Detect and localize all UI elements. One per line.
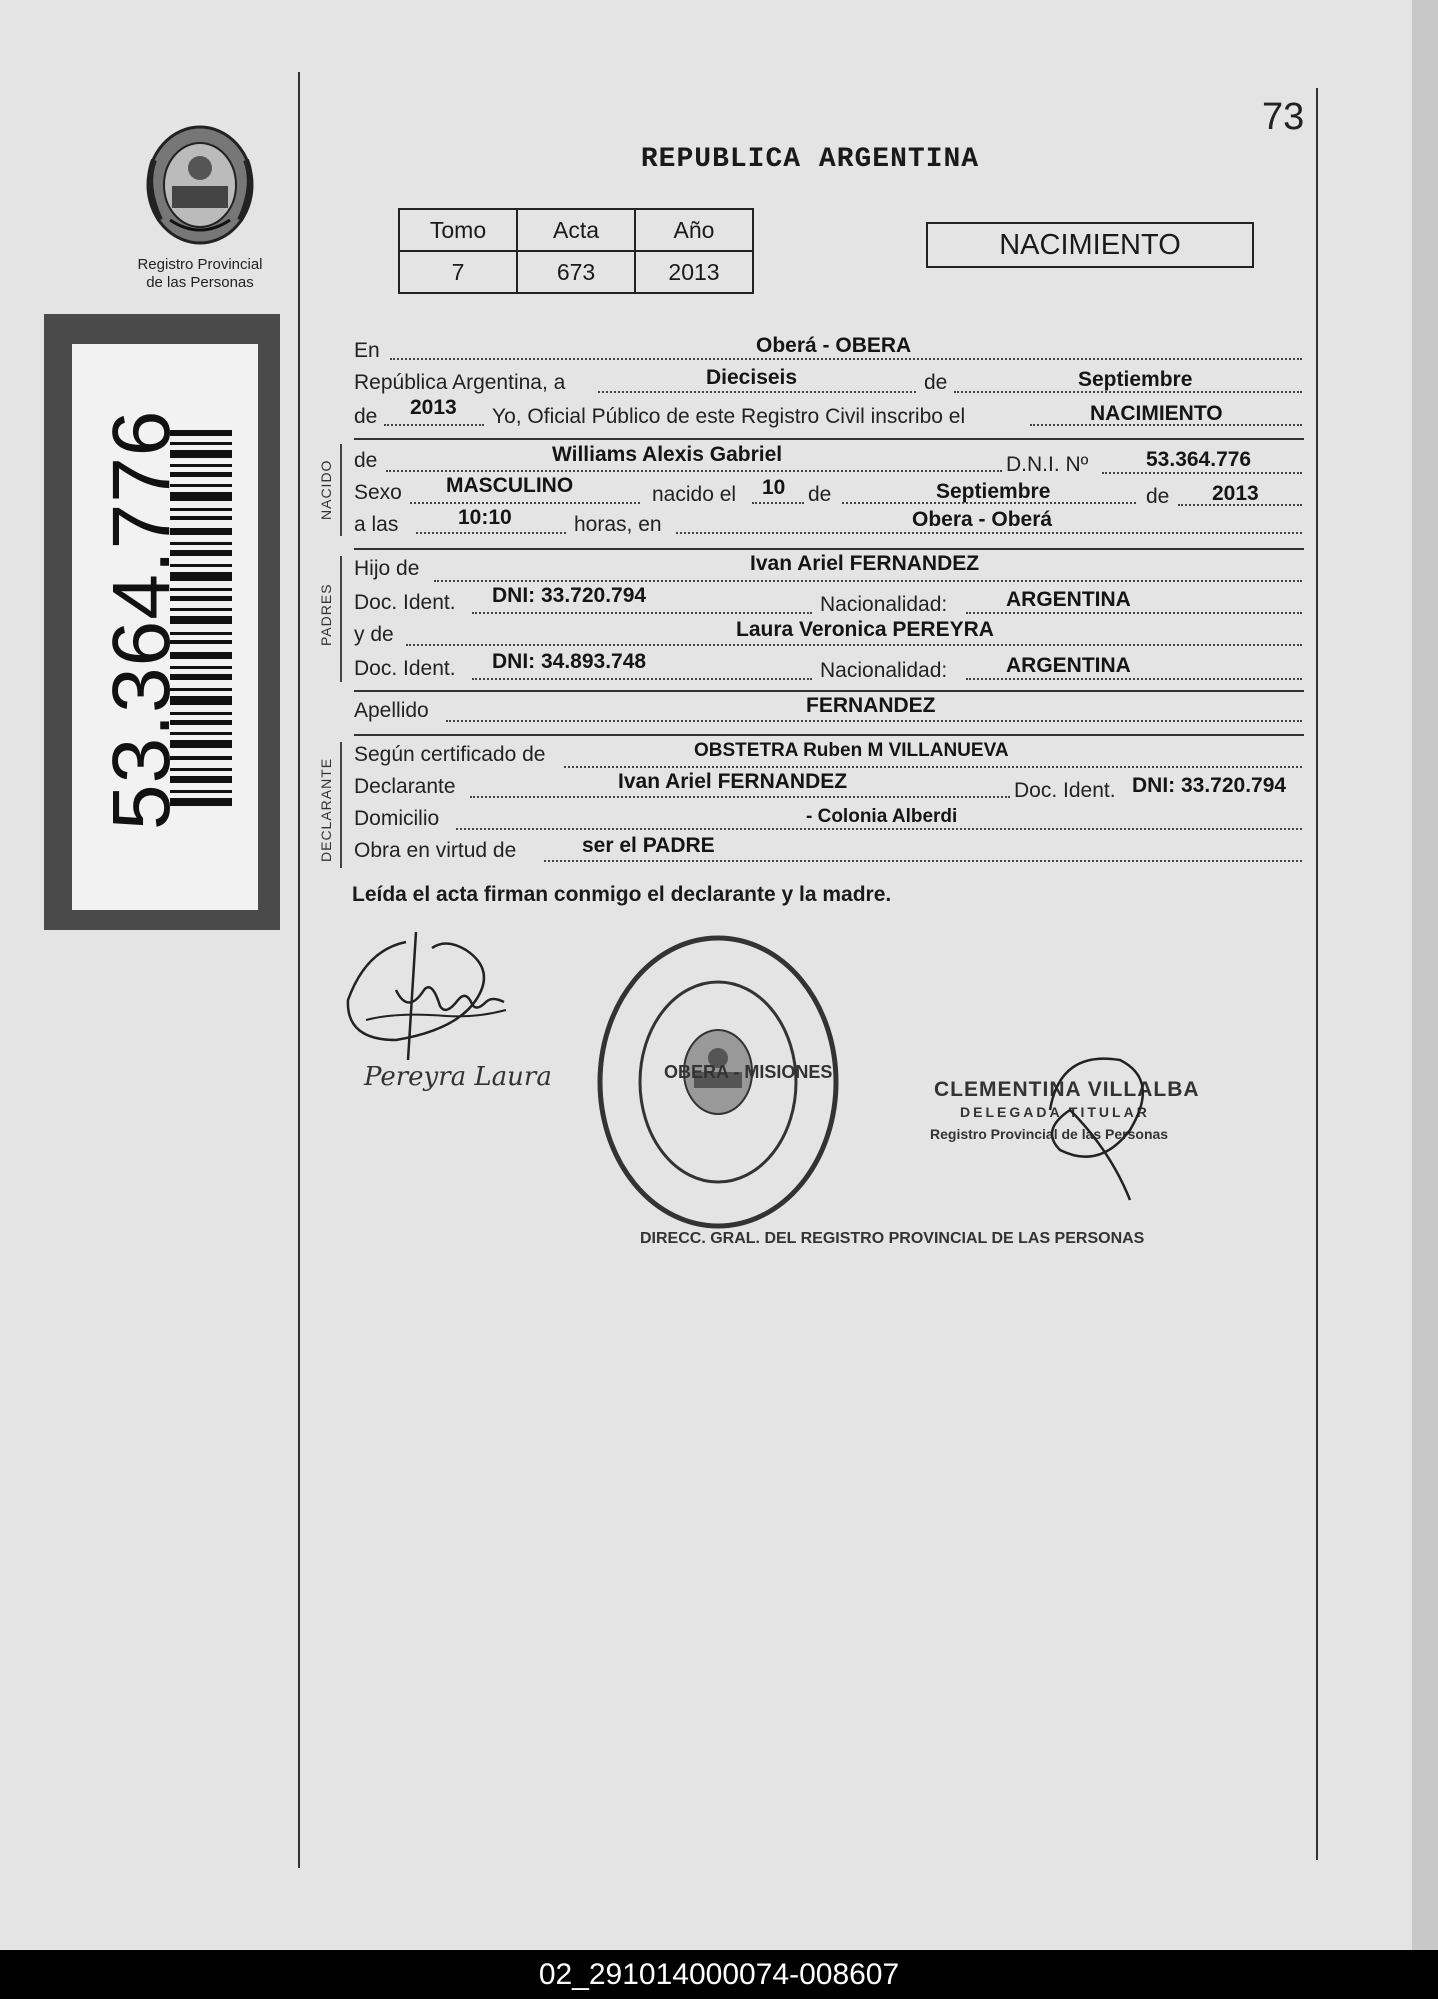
obra-label: Obra en virtud de <box>354 839 517 862</box>
declarante-line-3 <box>354 804 439 834</box>
de-label: de <box>924 371 948 394</box>
doc-label-2: Doc. Ident. <box>354 657 456 680</box>
side-id-number: 53.364.776 <box>96 409 187 830</box>
horas-label: horas, en <box>574 513 662 536</box>
section-divider <box>354 548 1304 550</box>
dotted-line <box>384 422 484 426</box>
nacionalidad-label: Nacionalidad: <box>820 593 948 616</box>
document-title: REPUBLICA ARGENTINA <box>640 144 980 175</box>
nacido-line-3 <box>354 510 398 540</box>
domicilio-label: Domicilio <box>354 807 440 830</box>
declarante-line-4 <box>354 836 516 866</box>
closing-statement: Leída el acta firman conmigo el declarante y la madre. <box>352 883 892 906</box>
mother-nationality: ARGENTINA <box>1006 654 1131 677</box>
intro-act: NACIMIENTO <box>1090 402 1223 425</box>
mother-signature-name: Pereyra Laura <box>364 1062 552 1092</box>
domicilio-value: - Colonia Alberdi <box>806 806 958 827</box>
hijo-label: Hijo de <box>354 557 420 580</box>
dni-label: D.N.I. Nº <box>1006 453 1089 476</box>
declarante-label: DECLARANTE <box>318 757 334 862</box>
apellido-label: Apellido <box>354 699 429 722</box>
dotted-line <box>564 764 1302 768</box>
child-dni: 53.364.776 <box>1146 448 1252 471</box>
intro-statement: Yo, Oficial Público de este Registro Civil inscribo el <box>492 405 966 428</box>
dotted-line <box>410 500 640 504</box>
mother-name: Laura Veronica PEREYRA <box>736 618 994 641</box>
nacido-el-label: nacido el <box>652 483 737 506</box>
nacionalidad-label-2: Nacionalidad: <box>820 659 948 682</box>
section-divider <box>354 734 1304 736</box>
child-name: Williams Alexis Gabriel <box>552 443 783 466</box>
dotted-line <box>446 718 1302 722</box>
page-number: 73 <box>1262 96 1305 138</box>
dotted-line <box>406 642 1302 646</box>
intro-month: Septiembre <box>1078 368 1193 391</box>
record-table <box>398 208 754 294</box>
declarante-bracket <box>340 742 342 868</box>
declarante-line-2 <box>354 772 456 802</box>
intro-year: 2013 <box>410 396 457 419</box>
a-las-label: a las <box>354 513 399 536</box>
page-edge-shadow <box>1412 0 1438 1950</box>
provincia-de-misiones-coat-of-arms <box>140 120 260 250</box>
padres-line-1 <box>354 554 419 584</box>
dotted-line <box>752 500 804 504</box>
de-label-3: de <box>1146 485 1170 508</box>
y-de-label: y de <box>354 623 394 646</box>
seal-ring-text: DIRECC. GRAL. DEL REGISTRO PROVINCIAL DE LAS PERSONAS <box>640 1230 1145 1247</box>
dotted-line <box>472 676 812 680</box>
mother-signature-icon <box>336 920 516 1070</box>
intro-place: Oberá - OBERA <box>756 334 912 357</box>
child-sex: MASCULINO <box>446 474 574 497</box>
birth-month: Septiembre <box>936 480 1051 503</box>
birth-year: 2013 <box>1212 482 1259 505</box>
registry-label <box>120 256 280 292</box>
nacido-line-2 <box>354 478 402 508</box>
nacido-label: NACIDO <box>318 459 334 520</box>
section-divider <box>354 438 1304 440</box>
record-type-box: NACIMIENTO <box>926 222 1254 268</box>
declarante-label-text: Declarante <box>354 775 456 798</box>
dotted-line <box>470 794 1010 798</box>
certificado-value: OBSTETRA Ruben M VILLANUEVA <box>694 740 1009 761</box>
padres-bracket <box>340 556 342 682</box>
footer-code: 02_291014000074-008607 <box>0 1950 1438 1999</box>
intro-line-3 <box>354 402 377 432</box>
registry-label-line1: Registro Provincial <box>137 256 263 273</box>
registry-label-line2: de las Personas <box>146 274 254 291</box>
intro-line-1 <box>354 336 380 366</box>
official-office: Registro Provincial de las Personas <box>930 1126 1169 1142</box>
dotted-line <box>472 610 812 614</box>
padres-label: PADRES <box>318 583 334 646</box>
apellido-value: FERNANDEZ <box>806 694 936 717</box>
father-doc: DNI: 33.720.794 <box>492 584 647 607</box>
republica-label: República Argentina, a <box>354 371 566 394</box>
right-margin-rule <box>1316 88 1318 1860</box>
birth-time: 10:10 <box>458 506 512 529</box>
official-name: CLEMENTINA VILLALBA <box>934 1078 1200 1101</box>
certificado-label: Según certificado de <box>354 743 546 766</box>
intro-line-2 <box>354 368 565 398</box>
sexo-label: Sexo <box>354 481 402 504</box>
mother-doc: DNI: 34.893.748 <box>492 650 647 673</box>
apellido-line <box>354 696 429 726</box>
en-label: En <box>354 339 380 362</box>
de-label-2: de <box>808 483 832 506</box>
header-tomo: Tomo <box>399 209 517 251</box>
value-acta: 673 <box>517 251 635 293</box>
official-role: DELEGADA TITULAR <box>960 1104 1150 1120</box>
value-tomo: 7 <box>399 251 517 293</box>
dotted-line <box>386 468 1002 472</box>
header-ano: Año <box>635 209 753 251</box>
declarante-value: Ivan Ariel FERNANDEZ <box>618 770 848 793</box>
record-table-header-row <box>399 209 753 251</box>
de2-label: de <box>354 405 378 428</box>
father-name: Ivan Ariel FERNANDEZ <box>750 552 980 575</box>
nacido-line-1 <box>354 446 377 476</box>
birth-place: Obera - Oberá <box>912 508 1053 531</box>
declarante-doc-label: Doc. Ident. <box>1014 779 1116 802</box>
dotted-line <box>434 578 1302 582</box>
birth-day: 10 <box>762 476 786 499</box>
padres-line-3 <box>354 620 394 650</box>
padres-line-2 <box>354 588 456 618</box>
left-margin-rule <box>298 72 300 1868</box>
father-nationality: ARGENTINA <box>1006 588 1131 611</box>
intro-day: Dieciseis <box>706 366 798 389</box>
dotted-line <box>416 530 566 534</box>
seal-inner-text: OBERA - MISIONES <box>664 1062 833 1082</box>
obra-value: ser el PADRE <box>582 834 715 857</box>
nacido-de-label: de <box>354 449 378 472</box>
header-acta: Acta <box>517 209 635 251</box>
section-divider <box>354 690 1304 692</box>
nacido-bracket <box>340 444 342 536</box>
declarante-line-1 <box>354 740 545 770</box>
padres-line-4 <box>354 654 456 684</box>
value-ano: 2013 <box>635 251 753 293</box>
dotted-line <box>544 858 1302 862</box>
doc-label: Doc. Ident. <box>354 591 456 614</box>
official-signature-icon <box>1030 1040 1150 1210</box>
declarante-doc: DNI: 33.720.794 <box>1132 774 1287 797</box>
record-table-value-row <box>399 251 753 293</box>
